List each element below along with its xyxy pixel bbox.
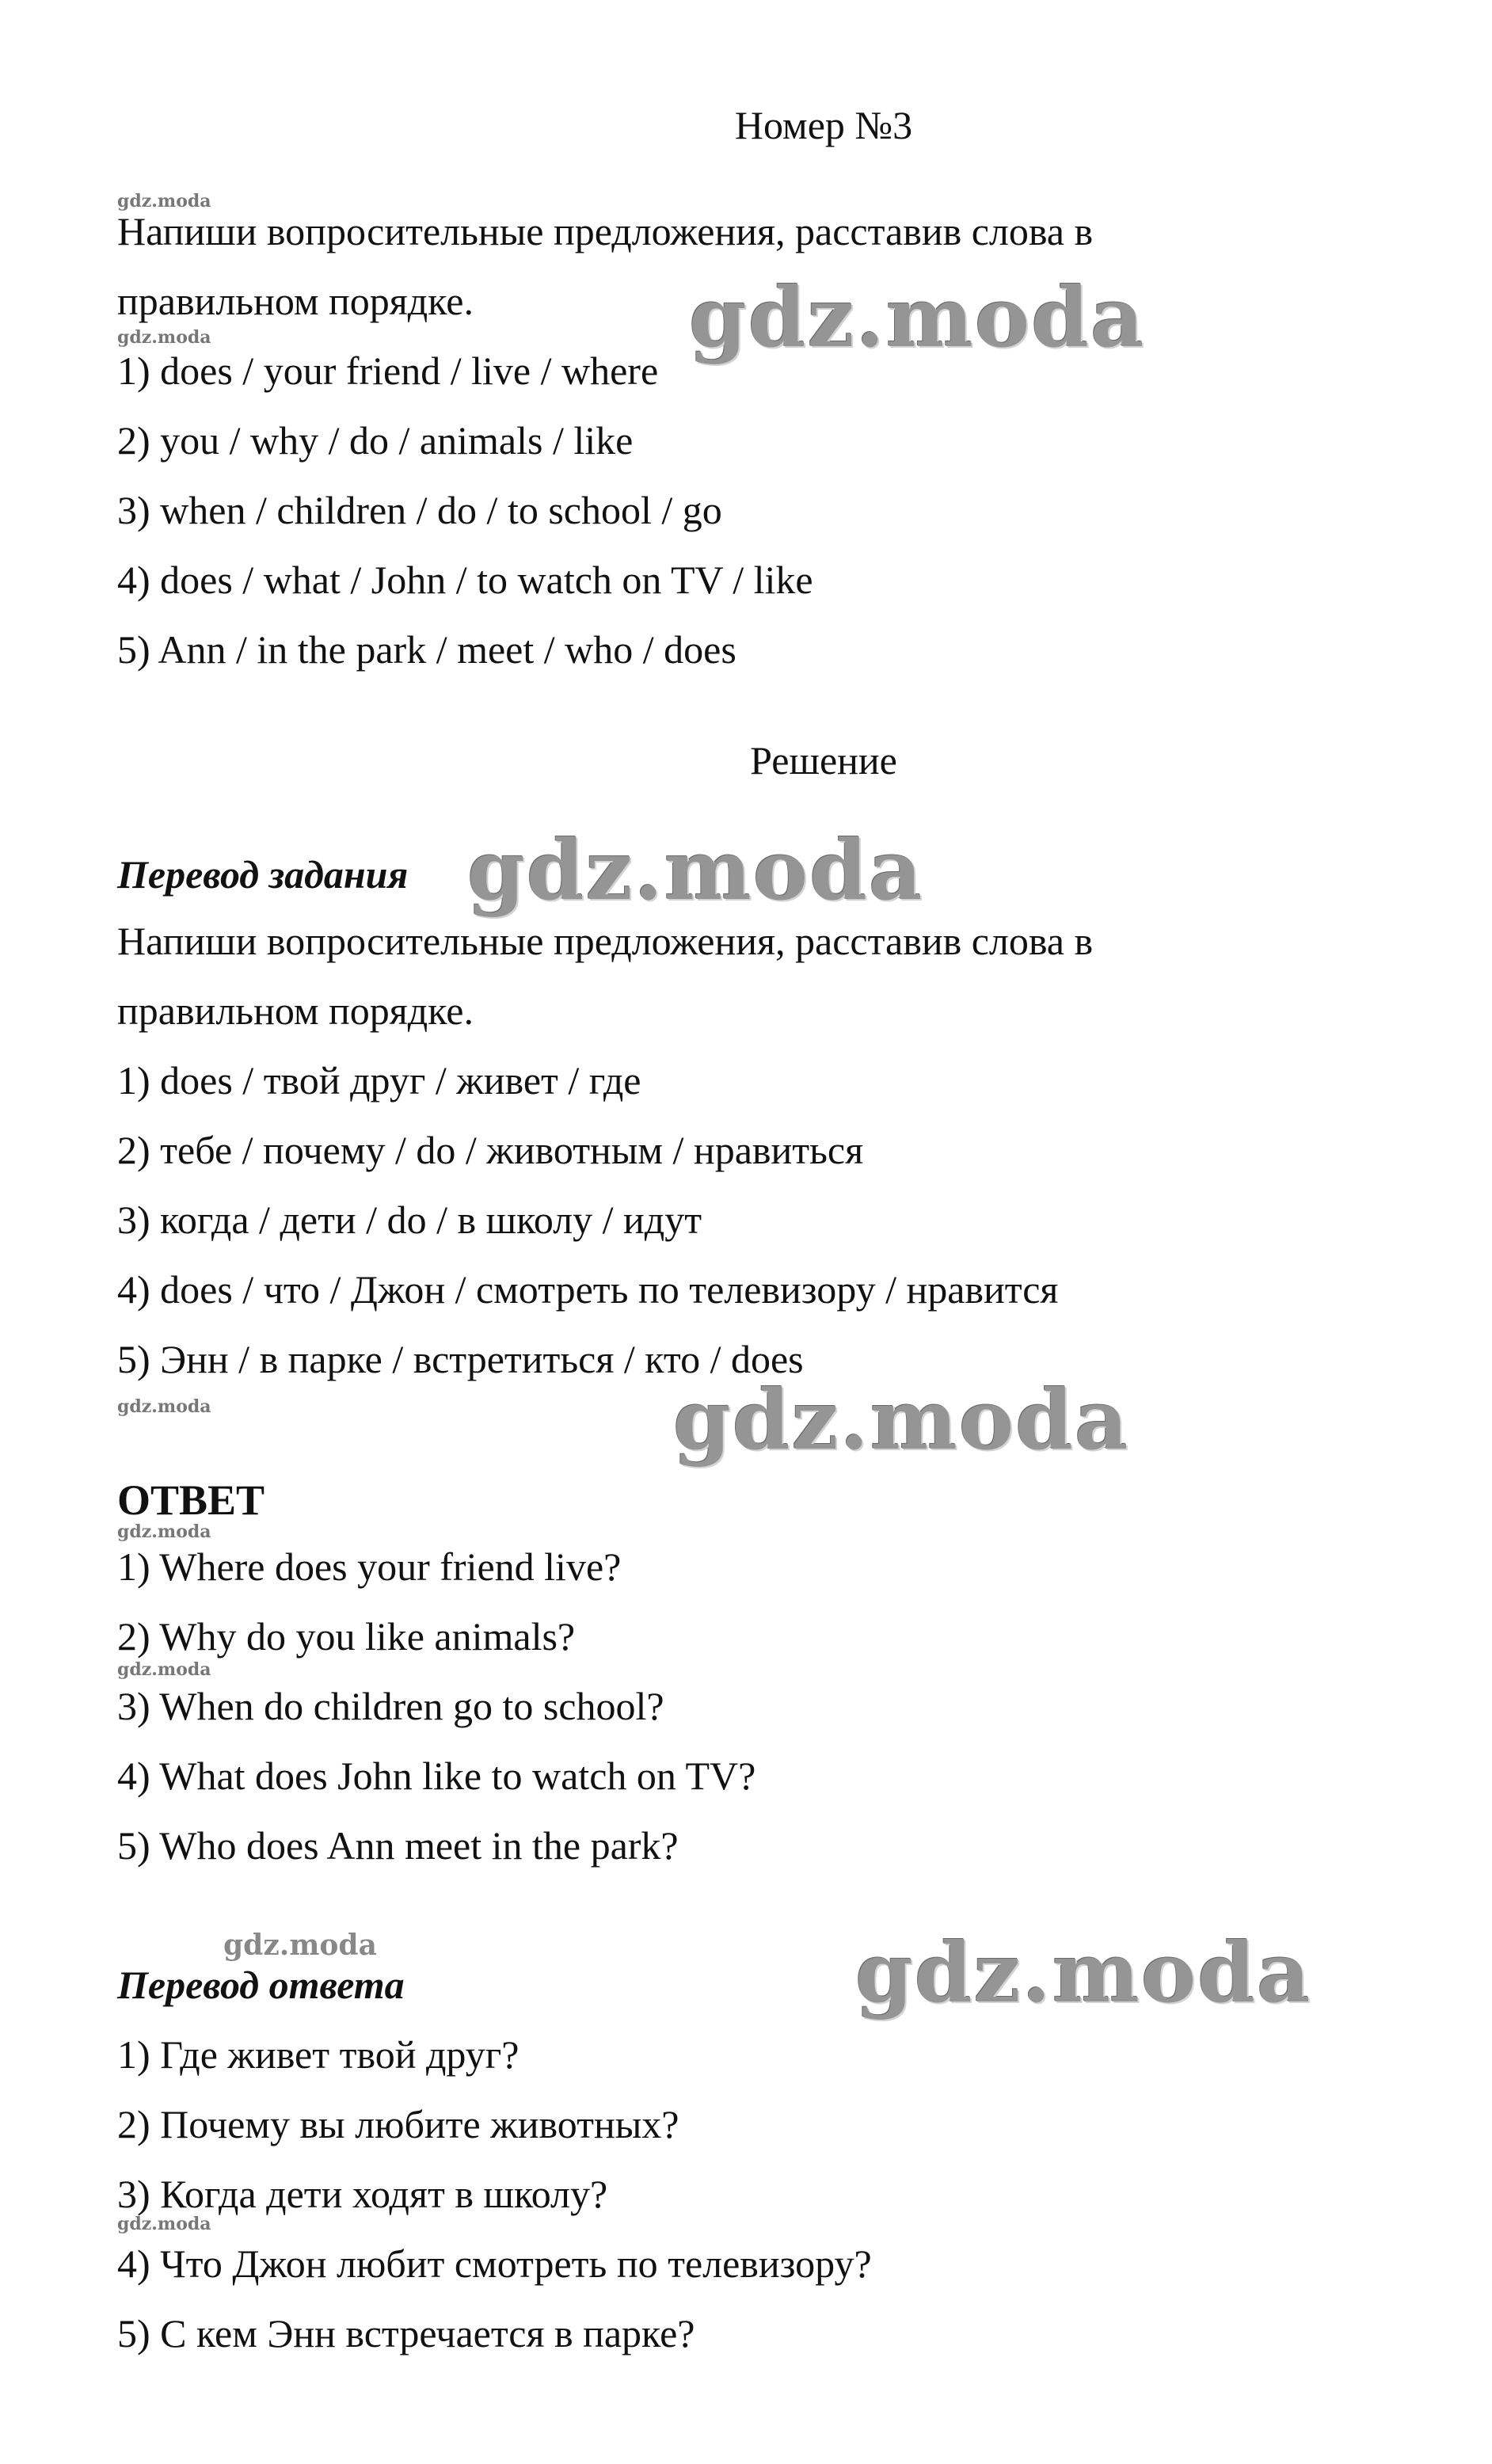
answer-translation-item: 1) Где живет твой друг? (117, 2032, 520, 2077)
translation-item: 5) Энн / в парке / встретиться / кто / does (117, 1337, 804, 1381)
answer-item: 4) What does John like to watch on TV? (117, 1754, 756, 1798)
watermark-small: gdz.moda (117, 2214, 211, 2234)
answer-translation-heading: Перевод ответа (117, 1963, 405, 2007)
translation-item: 1) does / твой друг / живет / где (117, 1058, 641, 1103)
translation-item: 2) тебе / почему / do / животным / нравиться (117, 1128, 864, 1172)
watermark-small: gdz.moda (117, 191, 211, 211)
watermark-large: gdz.moda (467, 821, 924, 919)
task-item: 3) when / children / do / to school / go (117, 488, 722, 532)
watermark-small: gdz.moda (117, 1659, 211, 1680)
answer-item: 3) When do children go to school? (117, 1684, 664, 1728)
answer-item: 1) Where does your friend live? (117, 1544, 622, 1589)
translation-item: 4) does / что / Джон / смотреть по телевизору / нравится (117, 1267, 1059, 1312)
task-item: 4) does / what / John / to watch on TV / like (117, 558, 813, 602)
page-title: Номер №3 (734, 103, 913, 147)
answer-translation-item: 2) Почему вы любите животных? (117, 2102, 679, 2146)
translation-heading: Перевод задания (117, 852, 409, 897)
watermark-large: gdz.moda (673, 1371, 1130, 1468)
task-item: 1) does / your friend / live / where (117, 348, 659, 393)
translation-item: 3) когда / дети / do / в школу / идут (117, 1198, 702, 1242)
answer-translation-item: 4) Что Джон любит смотреть по телевизору? (117, 2241, 872, 2286)
answer-item: 2) Why do you like animals? (117, 1614, 576, 1659)
solution-label: Решение (750, 738, 897, 783)
answer-item: 5) Who does Ann meet in the park? (117, 1823, 679, 1868)
watermark-large: gdz.moda (855, 1924, 1312, 2021)
watermark-large: gdz.moda (689, 268, 1146, 366)
task-line-2: правильном порядке. (117, 279, 474, 323)
answer-heading: ОТВЕТ (117, 1476, 265, 1524)
translation-line-1: Напиши вопросительные предложения, расставив слова в (117, 919, 1094, 963)
answer-translation-item: 5) С кем Энн встречается в парке? (117, 2311, 695, 2355)
task-item: 5) Ann / in the park / meet / who / does (117, 627, 736, 672)
translation-line-2: правильном порядке. (117, 988, 474, 1033)
watermark-small: gdz.moda (117, 1521, 211, 1542)
watermark-medium: gdz.moda (223, 1929, 377, 1962)
watermark-small: gdz.moda (117, 327, 211, 348)
task-item: 2) you / why / do / animals / like (117, 418, 634, 463)
answer-translation-item: 3) Когда дети ходят в школу? (117, 2172, 608, 2216)
task-line-1: Напиши вопросительные предложения, расставив слова в (117, 209, 1094, 253)
watermark-small: gdz.moda (117, 1396, 211, 1417)
